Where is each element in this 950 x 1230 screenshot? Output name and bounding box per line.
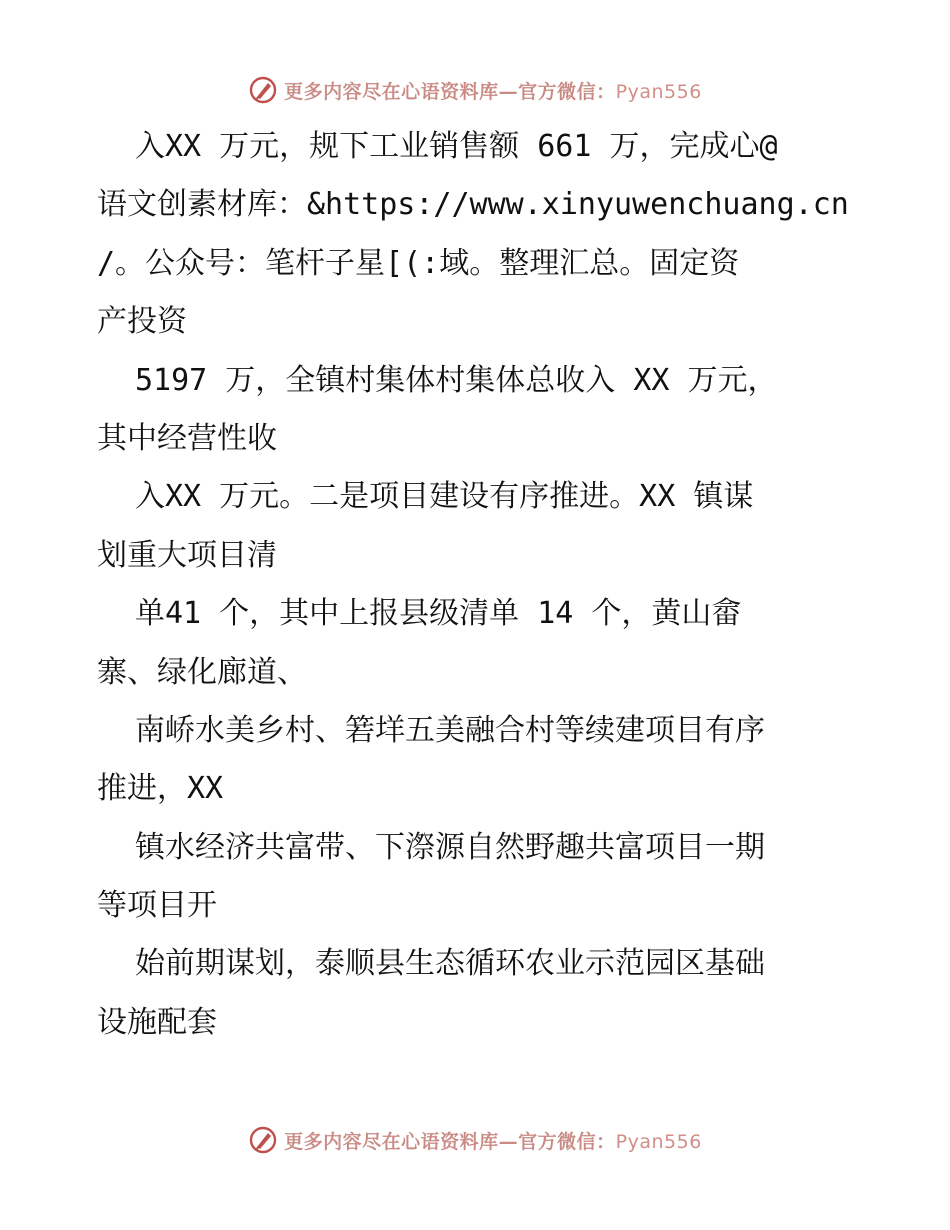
body-line: 设施配套 bbox=[97, 1004, 217, 1040]
document-body bbox=[97, 118, 857, 1052]
body-line: 南峤水美乡村、箬垟五美融合村等续建项目有序 bbox=[135, 712, 765, 748]
body-line: 入XX 万元，规下工业销售额 661 万，完成心@ bbox=[135, 129, 778, 164]
header-watermark-id: Pyan556 bbox=[615, 80, 702, 103]
body-line: 等项目开 bbox=[97, 888, 217, 924]
header-watermark-main: 更多内容尽在心语资料库—官方微信： bbox=[284, 80, 616, 103]
body-line: 始前期谋划，泰顺县生态循环农业示范园区基础 bbox=[135, 946, 765, 982]
body-line: /。公众号：笔杆子星[(:域。整理汇总。固定资 bbox=[97, 245, 740, 281]
body-line: 其中经营性收 bbox=[97, 420, 277, 456]
footer-watermark-id: Pyan556 bbox=[615, 1130, 702, 1153]
footer-watermark-text bbox=[284, 1127, 702, 1154]
header-watermark-text bbox=[284, 77, 702, 104]
quill-logo-icon bbox=[248, 75, 278, 105]
body-line: 单41 个，其中上报县级清单 14 个，黄山畲 bbox=[135, 596, 742, 632]
body-line: 寨、绿化廊道、 bbox=[97, 654, 307, 690]
body-line: 划重大项目清 bbox=[97, 537, 277, 573]
quill-logo-icon bbox=[248, 1125, 278, 1155]
body-line: 入XX 万元。二是项目建设有序推进。XX 镇谋 bbox=[135, 479, 754, 515]
body-line: 镇水经济共富带、下漈源自然野趣共富项目一期 bbox=[135, 829, 765, 865]
body-line: 产投资 bbox=[97, 304, 187, 340]
body-line: 语文创素材库：&https://www.xinyuwenchuang.cn bbox=[97, 187, 849, 223]
footer-watermark-main: 更多内容尽在心语资料库—官方微信： bbox=[284, 1130, 616, 1153]
body-line: 5197 万，全镇村集体村集体总收入 XX 万元， bbox=[135, 362, 778, 398]
header-watermark bbox=[0, 70, 950, 110]
footer-watermark bbox=[0, 1120, 950, 1160]
body-line: 推进，XX bbox=[97, 771, 224, 807]
